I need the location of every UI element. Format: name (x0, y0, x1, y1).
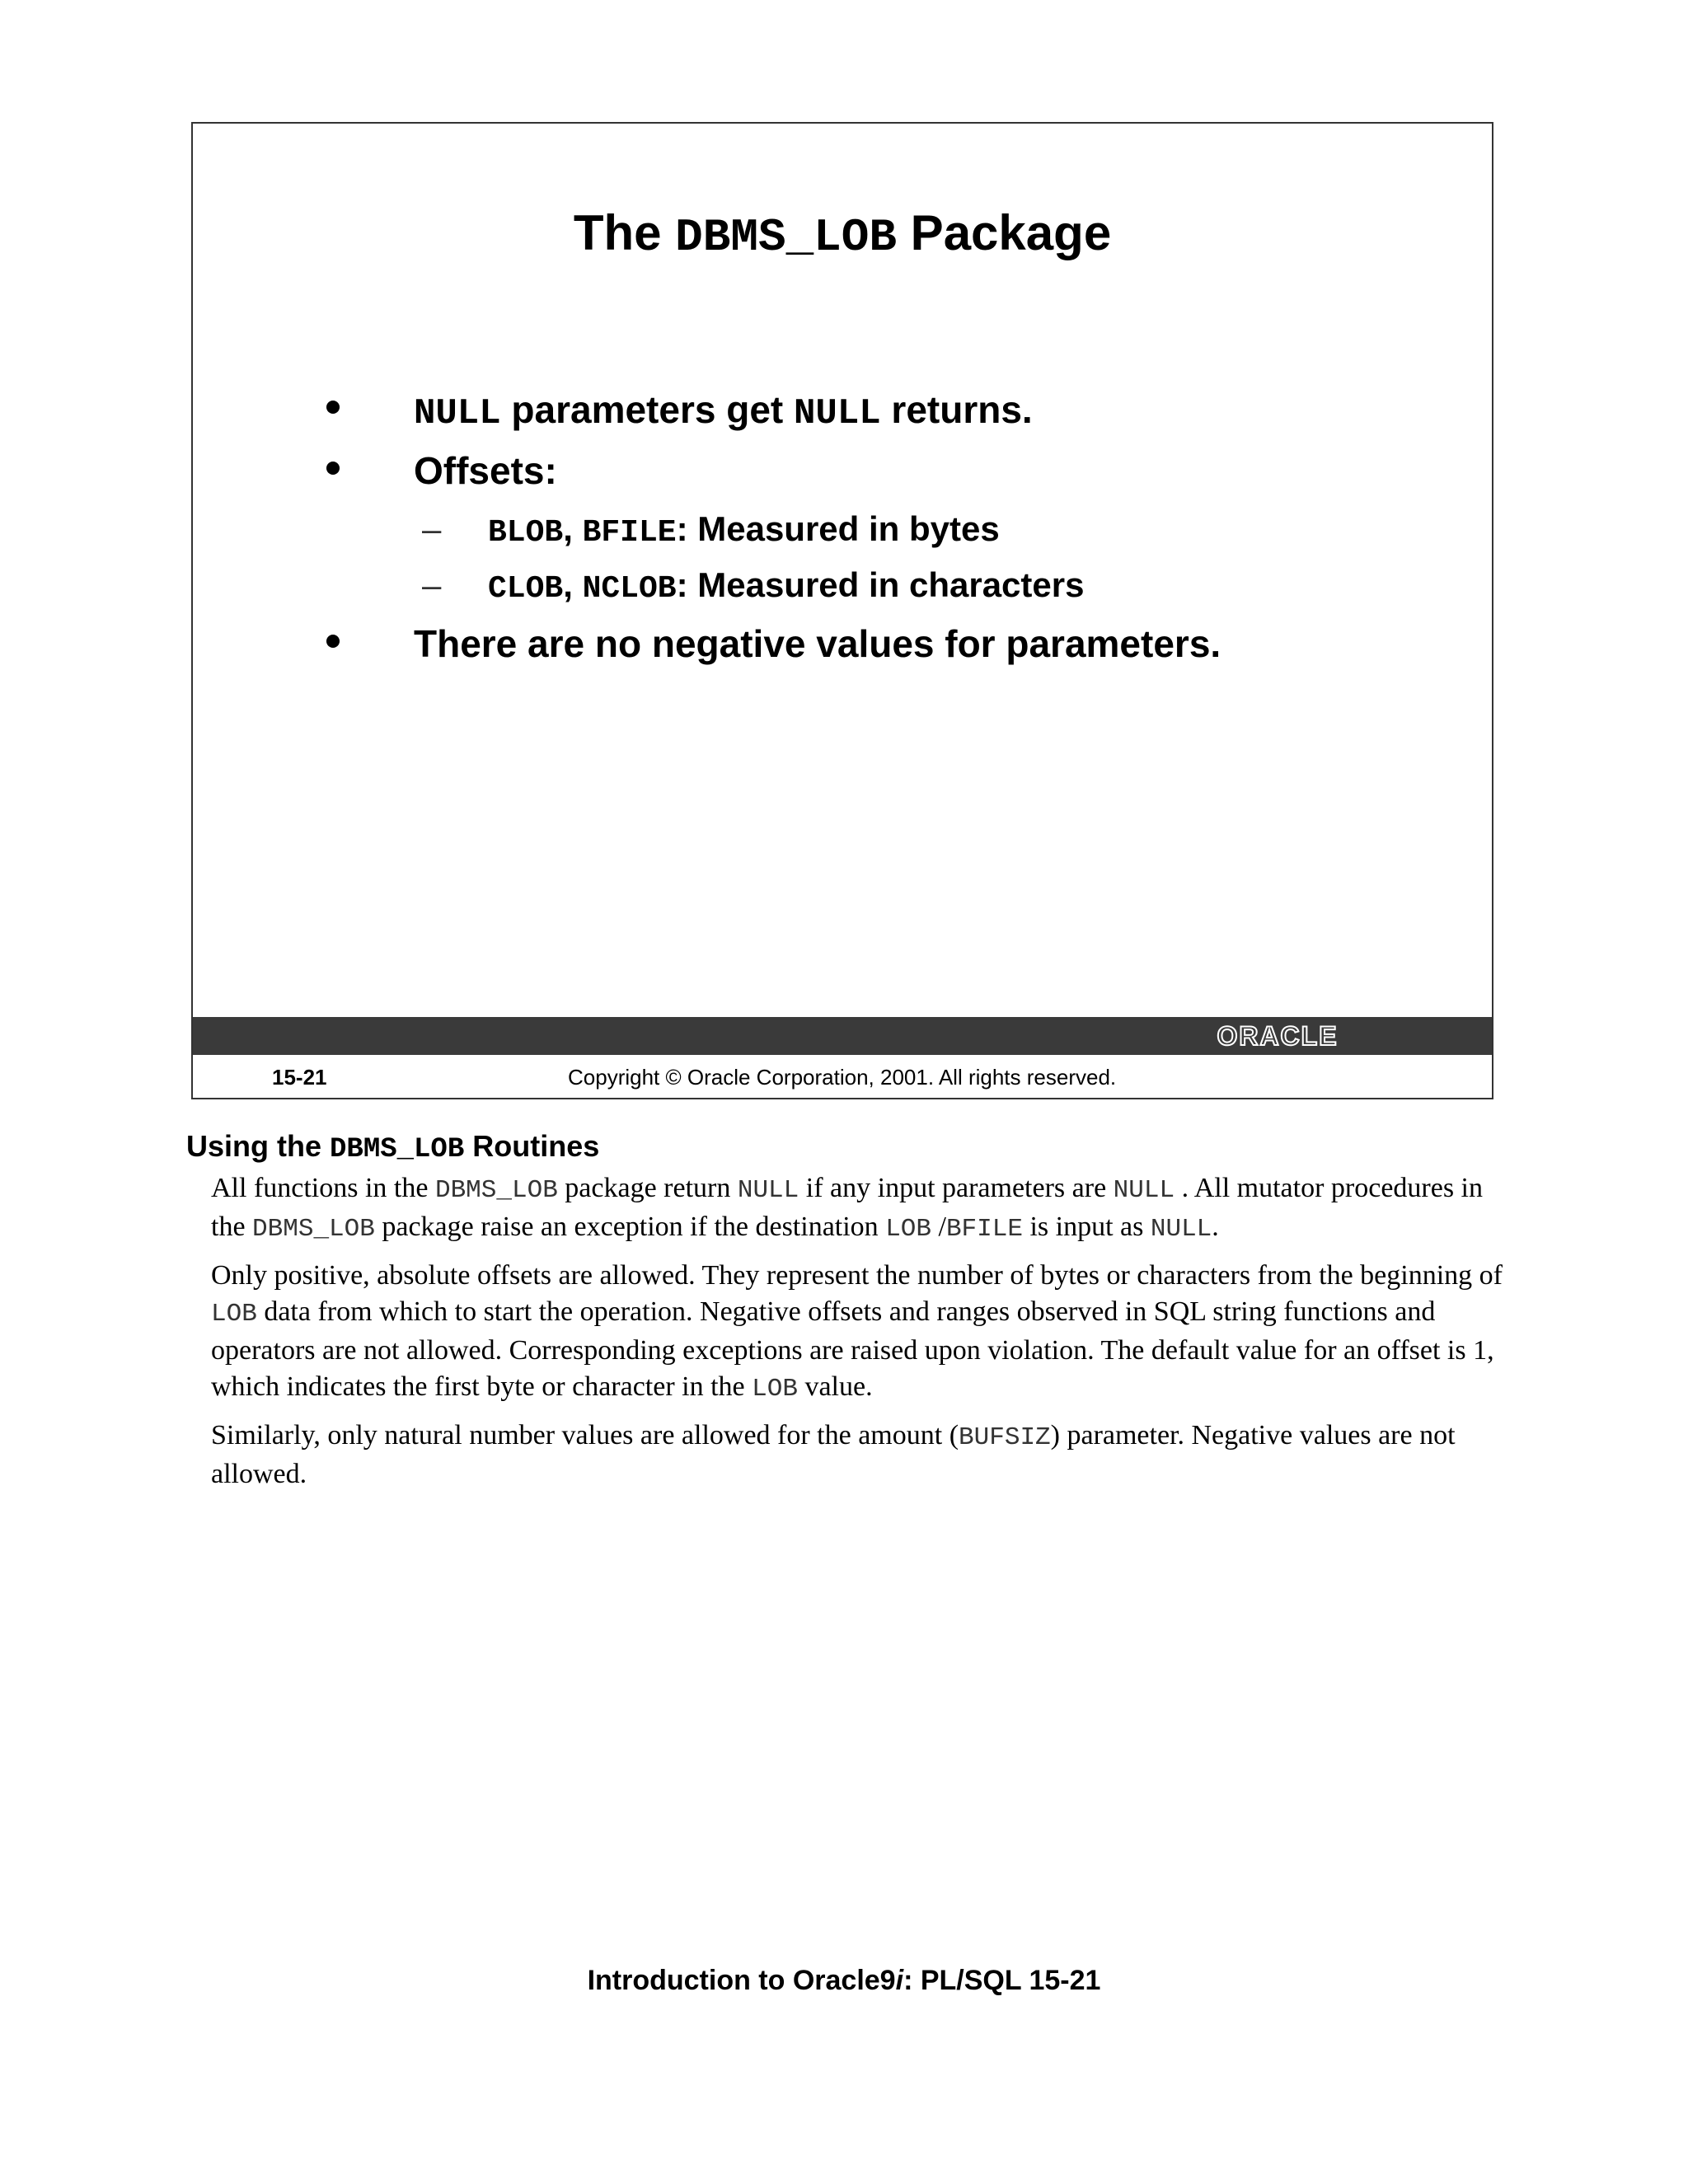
slide-footer-bar (193, 1017, 1492, 1055)
bullet-list (325, 379, 1396, 674)
page-footer: Introduction to Oracle9i: PL/SQL 15-21 (587, 1965, 1101, 1996)
bullet-dot-icon (325, 440, 345, 501)
dash-icon: – (422, 509, 442, 548)
notes-paragraph-2: Only positive, absolute offsets are allowed. They represent the number of bytes or characters from the beginning of LOB data from which to start the operation. Negative offsets and ranges observed in SQL string functions and operators are not allowed. Corresponding exceptions are raised upon violation. The default value for an offset is 1, which indicates the first byte or character in the LOB value. (211, 1260, 1503, 1404)
bullet-no-negative-values: There are no negative values for parameters. (325, 613, 1396, 674)
notes-paragraph-1: All functions in the DBMS_LOB package return NULL if any input parameters are NULL . All mutator procedures in the DBMS_LOB package raise an exception if the destination LOB /BFILE is input as NULL. (211, 1173, 1483, 1244)
slide-frame (191, 122, 1493, 1099)
slide-footer (193, 1055, 1492, 1099)
bullet-offsets: Offsets: (325, 440, 1396, 501)
notes-heading: Using the DBMS_LOB Routines (186, 1129, 600, 1165)
notes-paragraph-3: Similarly, only natural number values are allowed for the amount (BUFSIZ) parameter. Negative values are not allowed. (211, 1420, 1456, 1489)
slide-number: 15-21 (272, 1065, 327, 1090)
sub-bullet-blob-bfile: – BLOB, BFILE: Measured in bytes (325, 501, 1396, 557)
bullet-dot-icon (325, 613, 345, 674)
dash-icon: – (422, 565, 442, 604)
oracle-logo-icon (1197, 1022, 1358, 1050)
svg-text:ORACLE: ORACLE (1217, 1022, 1339, 1050)
notes-body (211, 1170, 1513, 1502)
sub-bullet-clob-nclob: – CLOB, NCLOB: Measured in characters (325, 557, 1396, 613)
copyright-text: Copyright © Oracle Corporation, 2001. All rights reserved. (568, 1065, 1117, 1090)
bullet-null-parameters: NULL parameters get NULL returns. (325, 379, 1396, 440)
bullet-dot-icon (325, 379, 345, 440)
slide-title: The DBMS_LOB Package (573, 205, 1112, 264)
